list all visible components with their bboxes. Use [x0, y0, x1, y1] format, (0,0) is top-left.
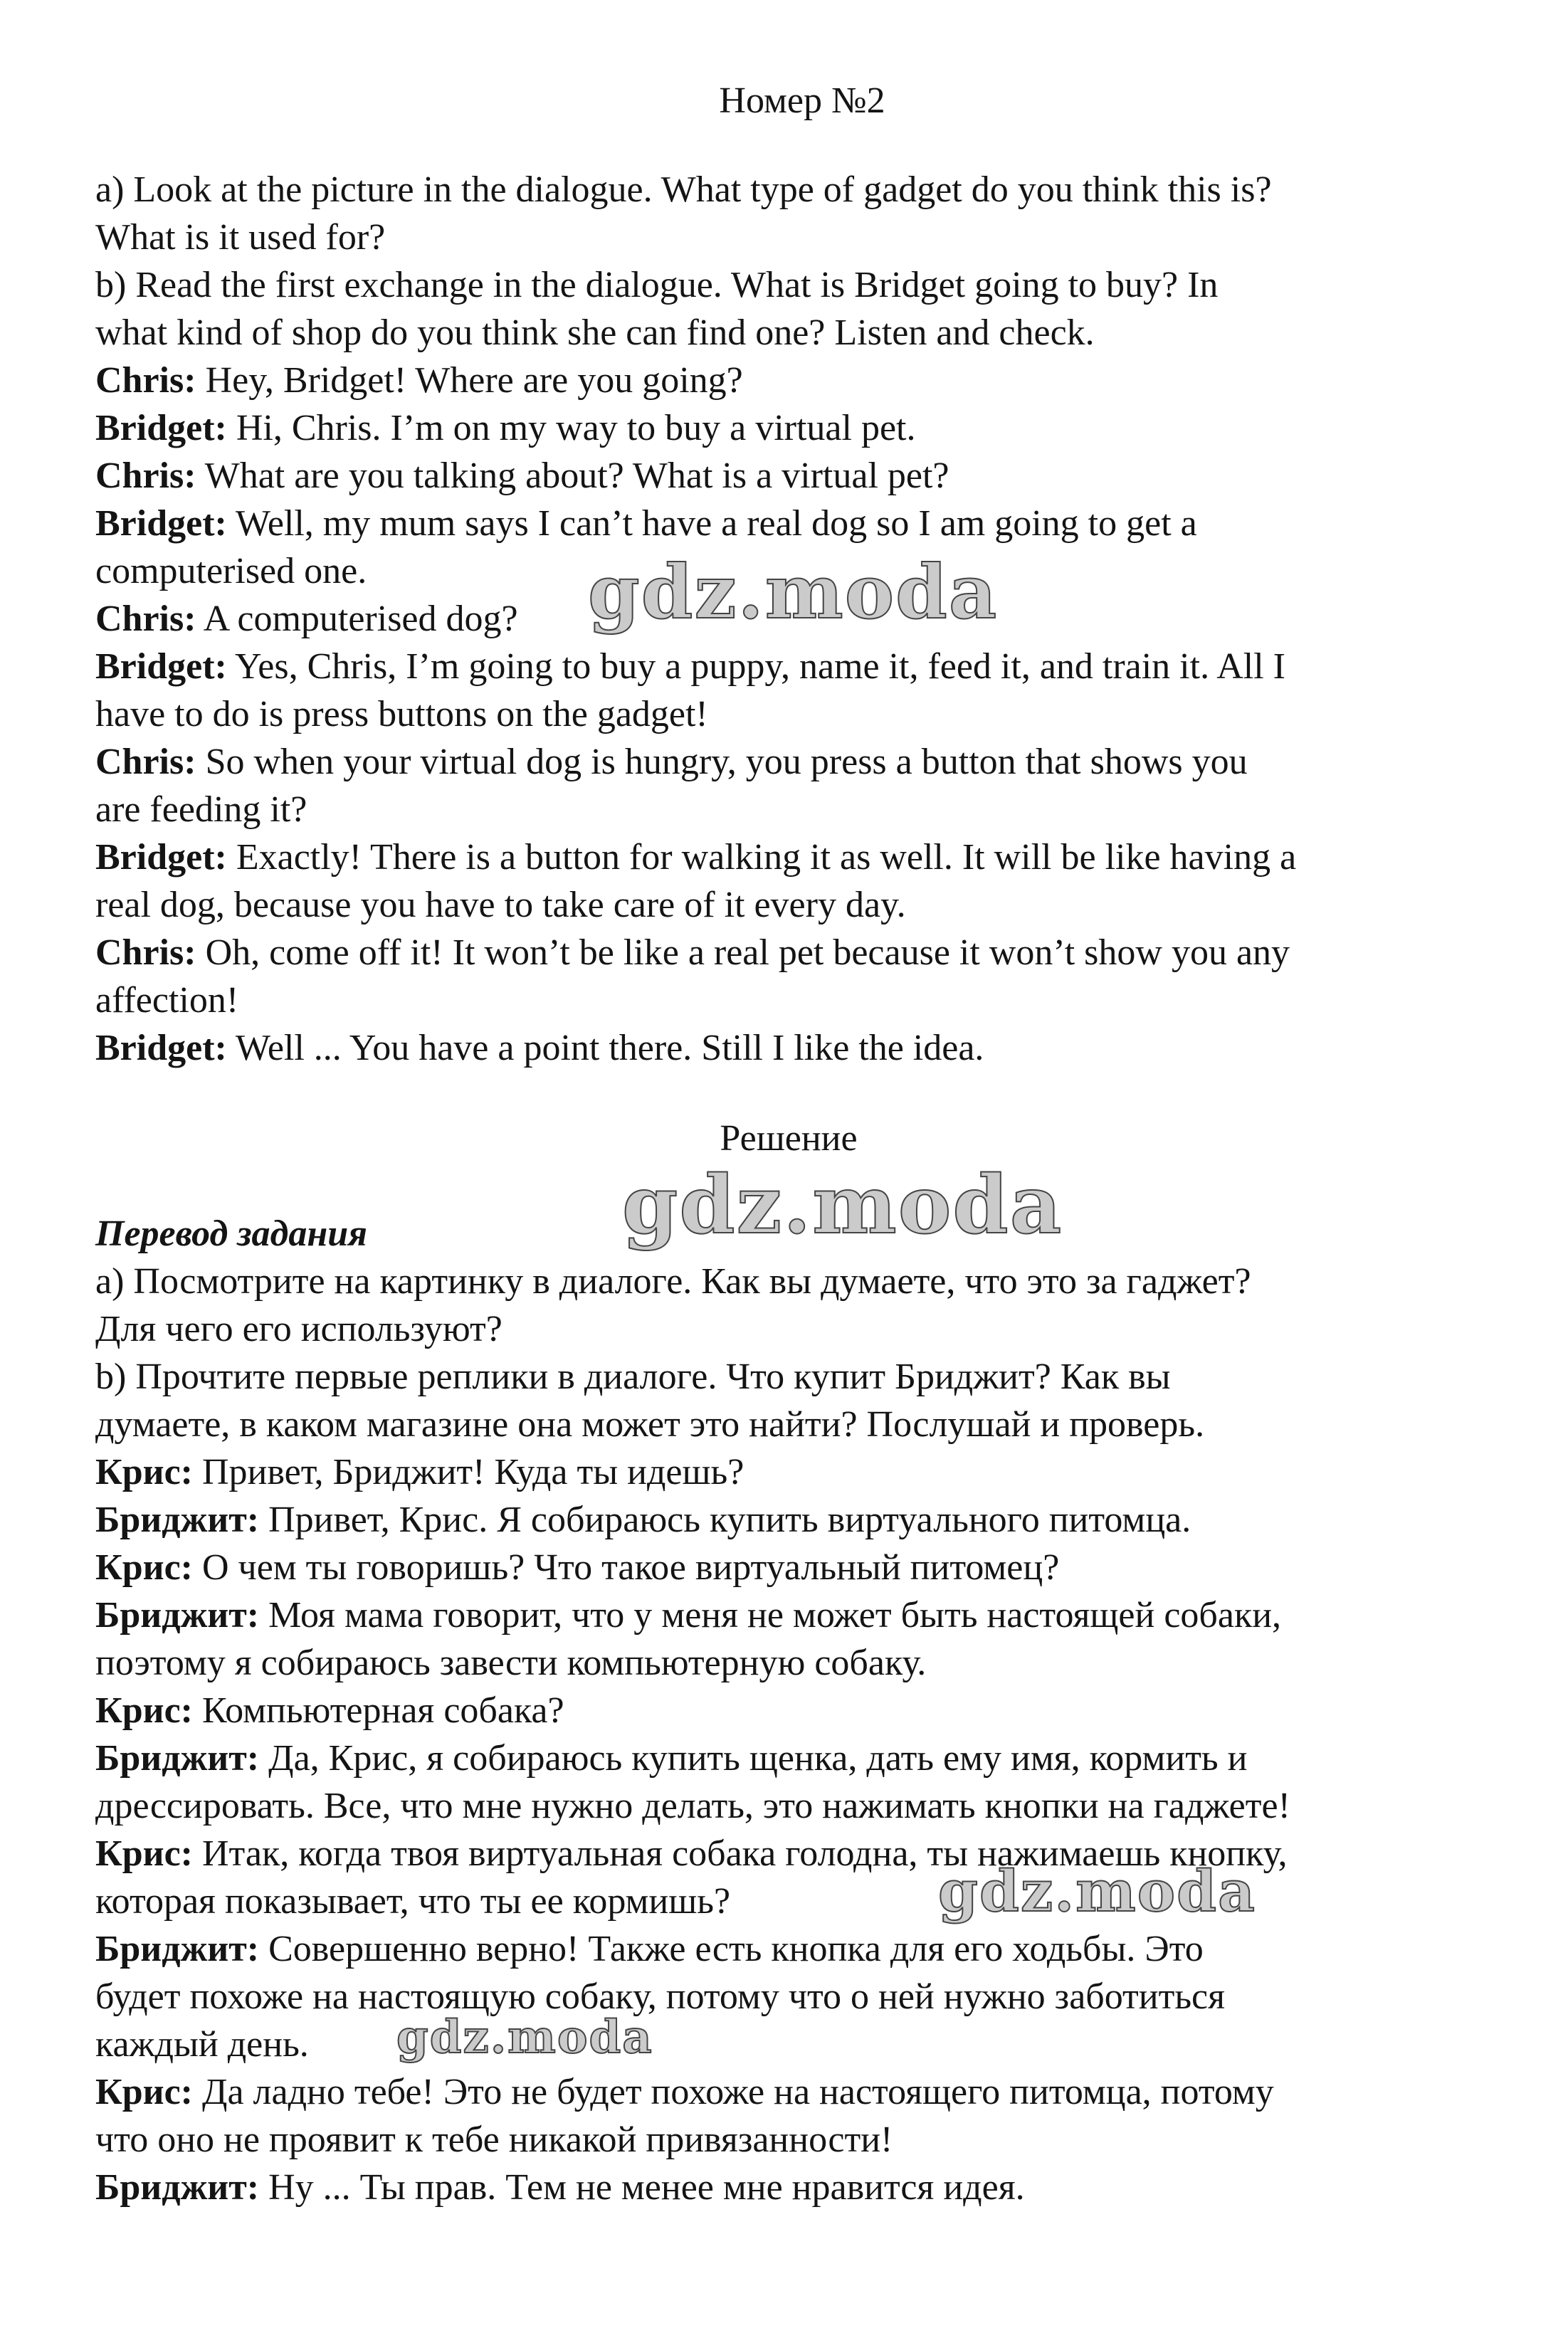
translation-subheading: Перевод задания — [95, 1213, 367, 1254]
dialogue-en-line: are feeding it? — [95, 789, 307, 830]
speaker-label: Крис: — [95, 1452, 193, 1492]
task-ru-a-line-1: а) Посмотрите на картинку в диалоге. Как вы думаете, что это за гаджет? — [95, 1261, 1251, 1302]
dialogue-en-line: have to do is press buttons on the gadget! — [95, 694, 708, 734]
speaker-label: Бриджит: — [95, 1738, 260, 1779]
task-a-line-1: a) Look at the picture in the dialogue. What type of gadget do you think this is? — [95, 169, 1272, 210]
dialogue-ru-line — [95, 1925, 1204, 1974]
speaker-label: Bridget: — [95, 408, 227, 448]
speaker-label: Бриджит: — [95, 1595, 260, 1636]
replica-text: Ну ... Ты прав. Тем не менее мне нравится идея. — [259, 2167, 1025, 2208]
dialogue-ru-line: что оно не проявит к тебе никакой привязанности! — [95, 2119, 893, 2160]
replica-text: Моя мама говорит, что у меня не может быть настоящей собаки, — [259, 1595, 1282, 1636]
replica-text: What are you talking about? What is a virtual pet? — [196, 455, 949, 496]
speaker-label: Крис: — [95, 2072, 193, 2112]
dialogue-ru-line — [95, 1544, 1059, 1592]
speaker-label: Bridget: — [95, 503, 227, 544]
replica-text: Hi, Chris. I’m on my way to buy a virtual pet. — [226, 408, 916, 448]
dialogue-en-line: computerised one. — [95, 551, 367, 591]
replica-text: Oh, come off it! It won’t be like a real pet because it won’t show you any — [196, 932, 1290, 973]
replica-text: A computerised dog? — [196, 599, 518, 639]
dialogue-en-line — [95, 833, 1296, 882]
solution-heading: Решение — [720, 1118, 858, 1159]
dialogue-ru-line: поэтому я собираюсь завести компьютерную собаку. — [95, 1643, 927, 1683]
task-b-line-1: b) Read the first exchange in the dialogue. What is Bridget going to buy? In — [95, 265, 1219, 305]
replica-text: Привет, Бриджит! Куда ты идешь? — [192, 1452, 744, 1492]
replica-text: Да, Крис, я собираюсь купить щенка, дать ему имя, кормить и — [259, 1738, 1248, 1779]
replica-text: Компьютерная собака? — [192, 1690, 564, 1731]
replica-text: Итак, когда твоя виртуальная собака голодна, ты нажимаешь кнопку, — [192, 1833, 1288, 1874]
speaker-label: Chris: — [95, 599, 196, 639]
replica-text: Well ... You have a point there. Still I like the idea. — [226, 1028, 984, 1068]
dialogue-en-line — [95, 500, 1197, 548]
replica-text: О чем ты говоришь? Что такое виртуальный питомец? — [192, 1547, 1060, 1588]
replica-text: Да ладно тебе! Это не будет похоже на настоящего питомца, потому — [192, 2072, 1274, 2112]
dialogue-en-line — [95, 404, 915, 453]
dialogue-ru-line: которая показывает, что ты ее кормишь? — [95, 1881, 731, 1922]
watermark-logo: gdz.moda — [396, 2011, 653, 2064]
replica-text: Exactly! There is a button for walking it as well. It will be like having a — [226, 837, 1297, 878]
task-a-line-2: What is it used for? — [95, 217, 386, 258]
speaker-label: Бриджит: — [95, 1500, 260, 1540]
replica-text: Well, my mum says I can’t have a real dog so I am going to get a — [226, 503, 1197, 544]
dialogue-en-line: real dog, because you have to take care of it every day. — [95, 885, 906, 925]
watermark-logo: gdz.moda — [622, 1159, 1063, 1252]
speaker-label: Bridget: — [95, 837, 227, 878]
dialogue-en-line — [95, 738, 1248, 786]
replica-text: Yes, Chris, I’m going to buy a puppy, name it, feed it, and train it. All I — [226, 646, 1285, 687]
replica-text: Совершенно верно! Также есть кнопка для его ходьбы. Это — [259, 1929, 1204, 1969]
speaker-label: Chris: — [95, 360, 196, 401]
replica-text: Привет, Крис. Я собираюсь купить виртуального питомца. — [259, 1500, 1191, 1540]
dialogue-en-line — [95, 643, 1285, 691]
dialogue-en-line — [95, 595, 518, 643]
speaker-label: Бриджит: — [95, 1929, 260, 1969]
speaker-label: Chris: — [95, 742, 196, 782]
speaker-label: Chris: — [95, 932, 196, 973]
dialogue-ru-line: дрессировать. Все, что мне нужно делать, это нажимать кнопки на гаджете! — [95, 1786, 1290, 1826]
replica-text: Hey, Bridget! Where are you going? — [196, 360, 743, 401]
task-ru-b-line-2: думаете, в каком магазине она может это найти? Послушай и проверь. — [95, 1404, 1205, 1445]
watermark-logo: gdz.moda — [938, 1858, 1256, 1924]
watermark-logo: gdz.moda — [588, 548, 999, 636]
dialogue-ru-line: каждый день. — [95, 2024, 309, 2065]
speaker-label: Крис: — [95, 1690, 193, 1731]
speaker-label: Крис: — [95, 1547, 193, 1588]
dialogue-ru-line — [95, 1496, 1191, 1544]
dialogue-en-line: affection! — [95, 980, 239, 1021]
task-ru-b-line-1: b) Прочтите первые реплики в диалоге. Что купит Бриджит? Как вы — [95, 1357, 1171, 1397]
dialogue-ru-line — [95, 1591, 1281, 1640]
speaker-label: Крис: — [95, 1833, 193, 1874]
task-b-line-2: what kind of shop do you think she can find one? Listen and check. — [95, 312, 1095, 353]
dialogue-ru-line — [95, 1734, 1247, 1783]
dialogue-ru-line — [95, 2164, 1025, 2212]
speaker-label: Bridget: — [95, 1028, 227, 1068]
dialogue-en-line — [95, 929, 1290, 977]
dialogue-ru-line — [95, 1687, 564, 1735]
speaker-label: Bridget: — [95, 646, 227, 687]
task-ru-a-line-2: Для чего его используют? — [95, 1309, 503, 1349]
dialogue-en-line — [95, 1024, 984, 1073]
replica-text: So when your virtual dog is hungry, you press a button that shows you — [196, 742, 1248, 782]
speaker-label: Chris: — [95, 455, 196, 496]
dialogue-en-line — [95, 452, 949, 500]
speaker-label: Бриджит: — [95, 2167, 260, 2208]
dialogue-en-line — [95, 357, 743, 405]
dialogue-ru-line: будет похоже на настоящую собаку, потому что о ней нужно заботиться — [95, 1976, 1226, 2017]
dialogue-ru-line — [95, 2068, 1274, 2117]
page-title: Номер №2 — [719, 80, 885, 121]
dialogue-ru-line — [95, 1448, 744, 1497]
